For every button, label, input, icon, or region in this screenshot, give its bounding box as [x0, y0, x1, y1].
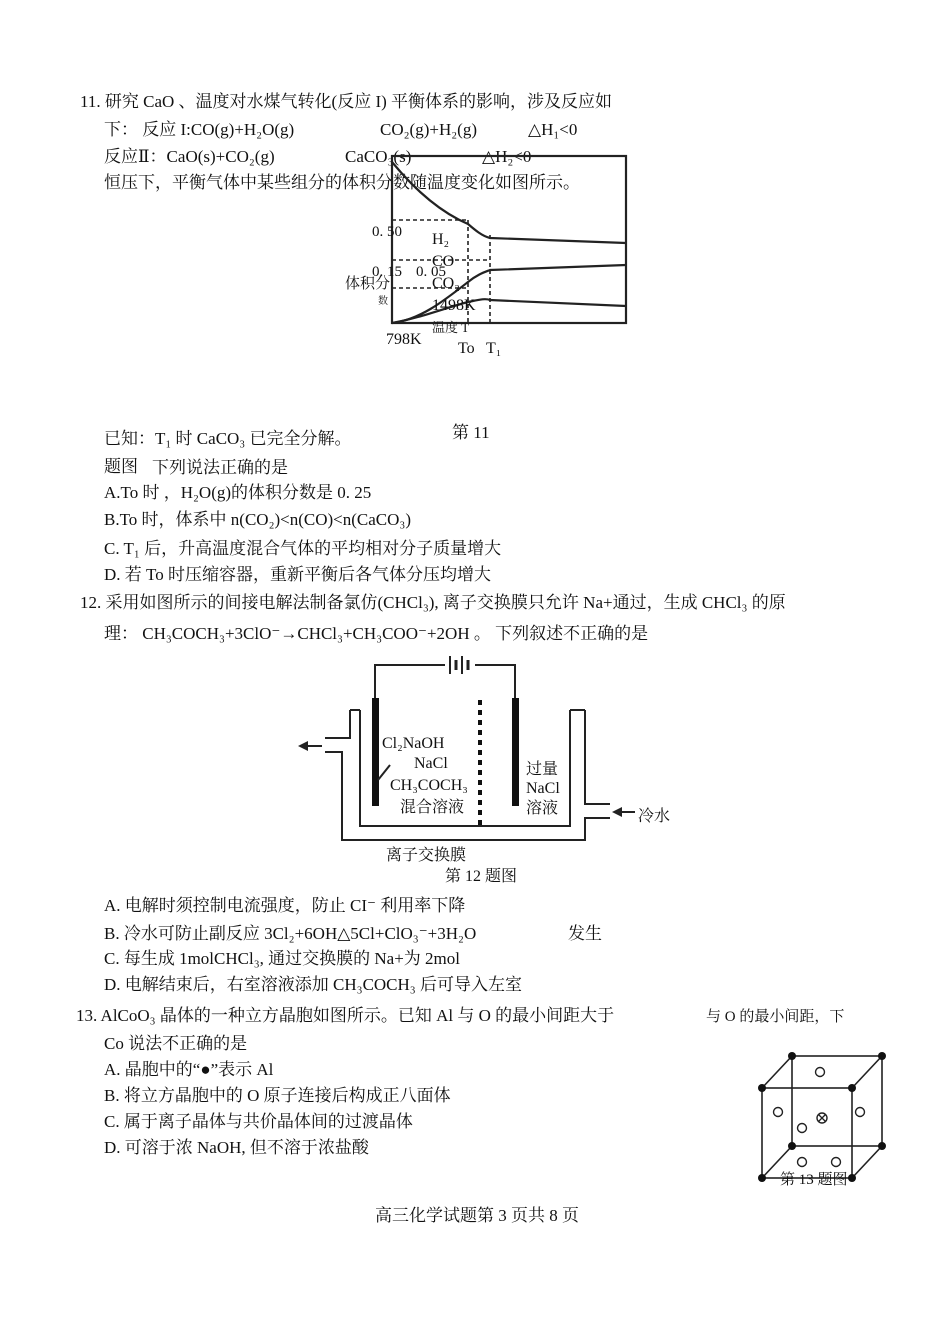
to-label: To	[458, 340, 475, 357]
right-solution-label-3: 溶液	[526, 800, 559, 817]
h2-label: H₂	[432, 231, 450, 248]
t1-label: T₁	[486, 340, 502, 357]
temp-axis-label: 温度 T	[432, 320, 470, 335]
q11-prompt: 下列说法正确的是	[152, 458, 288, 477]
q11-option-a: A.To 时 ，H₂O(g)的体积分数是 0. 25	[104, 483, 372, 502]
q11-reaction1: 下： 反应 I:CO(g)+H₂O(g)	[104, 120, 295, 139]
q12-stem-line1: 12. 采用如图所示的间接电解法制备氯仿(CHCl₃), 离子交换膜只允许 Na+通过，生成 CHCl₃ 的原	[80, 593, 786, 612]
q13-option-a: A. 晶胞中的“●”表示 Al	[104, 1060, 274, 1079]
al-atom	[848, 1084, 856, 1092]
y-axis-label-2: 数	[378, 296, 388, 307]
al-atom	[878, 1052, 886, 1060]
tick-005: 0. 05	[416, 264, 446, 280]
k1498-label: 1498K	[432, 297, 476, 314]
o-atom	[798, 1158, 807, 1167]
q11-reaction2-enthalpy: △H₂<0	[482, 147, 532, 166]
q11-option-c: C. T₁ 后，升高温度混合气体的平均相对分子质量增大	[104, 539, 502, 558]
q13-stem-line2: Co 说法不正确的是	[104, 1034, 248, 1053]
q11-reaction1-products: CO₂(g)+H₂(g)	[380, 120, 477, 139]
q12-option-c: C. 每生成 1molCHCl₃, 通过交换膜的 Na+为 2mol	[104, 949, 460, 968]
al-atom	[758, 1174, 766, 1182]
q13-stem-line1-tail: 与 O 的最小间距，下	[706, 1009, 845, 1025]
membrane-label: 离子交换膜	[386, 847, 467, 864]
o-atom	[816, 1068, 825, 1077]
al-atom	[788, 1052, 796, 1060]
q11-fig-label-2: 题图	[104, 457, 138, 476]
o-atom	[832, 1158, 841, 1167]
q12-option-a: A. 电解时须控制电流强度，防止 CI⁻ 利用率下降	[104, 896, 466, 915]
q11-stem-line4: 恒压下，平衡气体中某些组分的体积分数随温度变化如图所示。	[104, 173, 580, 192]
q13-option-d: D. 可溶于浓 NaOH, 但不溶于浓盐酸	[104, 1138, 369, 1157]
right-electrode	[512, 698, 519, 806]
al-atom	[848, 1174, 856, 1182]
q12-fig-caption: 第 12 题图	[445, 868, 518, 885]
q12-option-d: D. 电解结束后，右室溶液添加 CH₃COCH₃ 后可导入左室	[104, 975, 522, 994]
co-label: CO	[432, 253, 455, 270]
q13-fig-caption: 第 13 题图	[780, 1172, 848, 1188]
right-solution-label-1: 过量	[526, 761, 559, 778]
q12-electrolysis-figure	[290, 650, 720, 890]
q11-reaction1-enthalpy: △H₁<0	[528, 120, 578, 139]
q11-graph	[340, 147, 645, 360]
q11-reaction2: 反应Ⅱ：CaO(s)+CO₂(g)	[104, 147, 275, 166]
q13-stem-line1: 13. AlCoO₃ 晶体的一种立方晶胞如图所示。已知 Al 与 O 的最小间距大于	[76, 1006, 615, 1025]
q11-fig-label: 第 11	[452, 423, 490, 442]
al-atom	[878, 1142, 886, 1150]
o-atom	[798, 1124, 807, 1133]
cold-water-label: 冷水	[638, 808, 671, 825]
y-axis-label: 体积分	[345, 276, 391, 292]
left-solution-label-2: NaCl	[414, 755, 448, 772]
page-footer: 高三化学试题第 3 页共 8 页	[375, 1206, 579, 1225]
o-atom	[774, 1108, 783, 1117]
left-solution-label-4: 混合溶液	[400, 799, 465, 816]
q11-option-b: B.To 时，体系中 n(CO₂)<n(CO)<n(CaCO₃)	[104, 510, 412, 529]
right-solution-label-2: NaCl	[526, 780, 560, 797]
q11-stem-line1: 11. 研究 CaO 、温度对水煤气转化(反应 I) 平衡体系的影响，涉及反应如	[80, 92, 613, 111]
left-electrode	[372, 698, 379, 806]
q11-reaction2-product: CaCO₃(s)	[345, 147, 412, 166]
left-solution-label-1: Cl₂NaOH	[382, 735, 445, 752]
k798-label: 798K	[386, 331, 422, 348]
q13-option-b: B. 将立方晶胞中的 O 原子连接后构成正八面体	[104, 1086, 451, 1105]
q13-option-c: C. 属于离子晶体与共价晶体间的过渡晶体	[104, 1112, 413, 1131]
tick-015: 0. 15	[372, 264, 402, 280]
tick-050: 0. 50	[372, 224, 402, 240]
o-atom	[856, 1108, 865, 1117]
al-atom	[758, 1084, 766, 1092]
al-atom	[788, 1142, 796, 1150]
q13-unit-cell-figure	[750, 1048, 890, 1188]
q12-option-b-tail: 发生	[568, 924, 602, 943]
left-solution-label-3: CH₃COCH₃	[390, 777, 468, 794]
h2-curve	[392, 162, 626, 243]
q11-known: 已知：T₁ 时 CaCO₃ 已完全分解。	[104, 429, 352, 448]
q11-option-d: D. 若 To 时压缩容器，重新平衡后各气体分压均增大	[104, 565, 491, 584]
q12-stem-line2: 理： CH₃COCH₃+3ClO⁻→CHCl₃+CH₃COO⁻+2OH 。 下列叙述不正确的是	[104, 624, 649, 643]
q12-option-b: B. 冷水可防止副反应 3Cl₂+6OH△5Cl+ClO₃⁻+3H₂O	[104, 924, 477, 943]
co2-label: CO₂	[432, 275, 460, 292]
